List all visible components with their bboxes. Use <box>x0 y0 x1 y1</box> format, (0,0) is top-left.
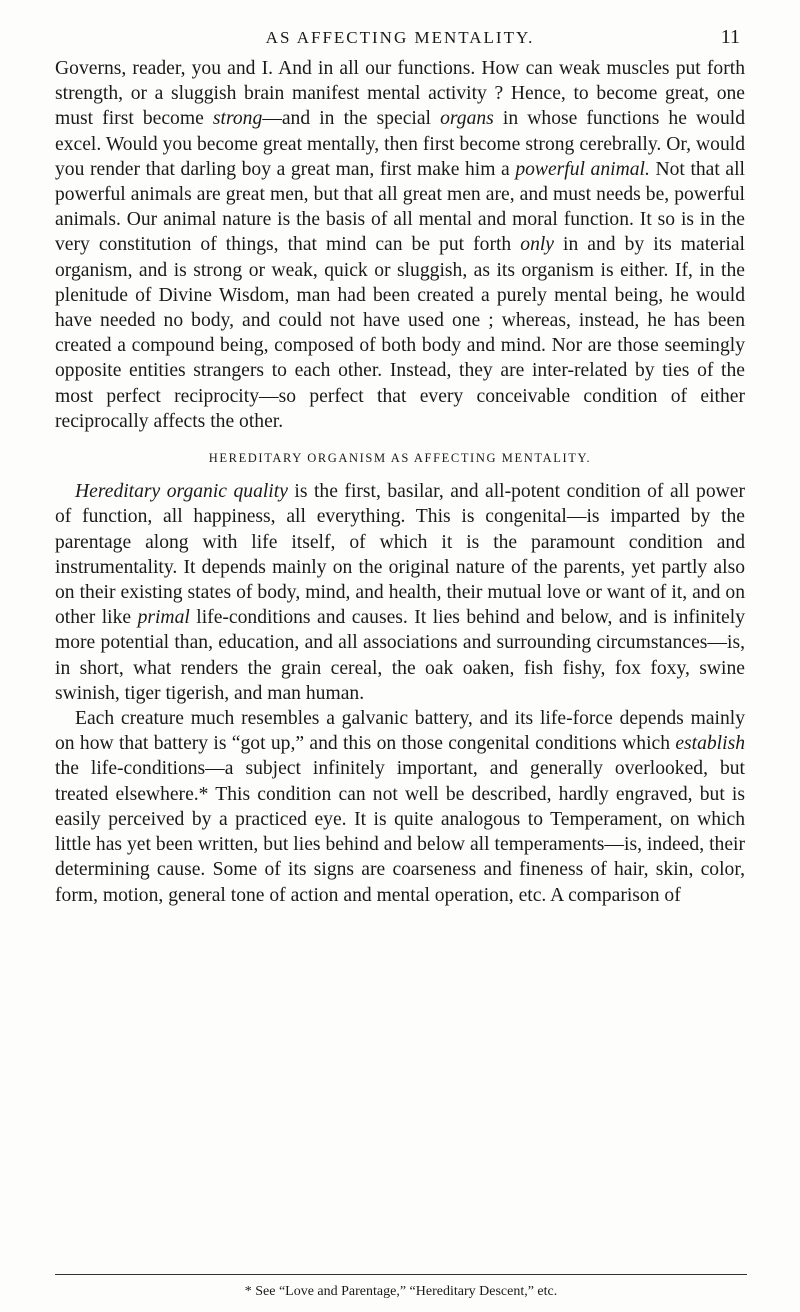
emphasis-text: organs <box>440 108 494 130</box>
paragraph-governs <box>55 56 745 434</box>
emphasis-text: strong <box>212 108 263 130</box>
emphasis-text: powerful animal. <box>515 158 650 180</box>
paragraph-text: in whose functions he would excel. Would you become great mentally, then first become strong cerebrally. Or, would you render that darling boy a great man, first make him a <box>55 108 745 180</box>
footnote: * See “Love and Parentage,” “Hereditary Descent,” etc. <box>244 1284 558 1299</box>
page-number: 11 <box>720 26 740 48</box>
emphasis-text: only <box>520 234 554 256</box>
paragraph-text: Each creature much resembles a galvanic battery, and its life-force depends mainly on how that battery is “got up,” and this on those congenital conditions which <box>55 708 745 755</box>
paragraph-text: is the first, basilar, and all-potent condition of all power of function, all happiness, all everything. This is congenital—is imparted by the parentage along with life itself, of which it is the paramount condition and instrumentality. It depends mainly on the original nature of the parents, yet partly also on their existing states of body, mind, and health, their mutual love or want of it, and on other like <box>55 481 745 629</box>
emphasis-text: primal <box>137 607 190 629</box>
running-title: AS AFFECTING MENTALITY. <box>265 28 535 47</box>
running-head <box>60 22 740 52</box>
paragraph-text: the life-conditions—a subject infinitely important, and generally overlooked, but treated elsewhere.* This condition can not well be described, hardly engraved, but is easily perceived by a practiced eye. It is quite analogous to Temperament, on which little has yet been written, but lies behind and below all temperaments—is, indeed, their determining cause. Some of its signs are coarseness and fineness of hair, skin, color, form, motion, general tone of action and mental operation, etc. A comparison of <box>55 758 745 906</box>
emphasis-text: establish <box>675 733 745 755</box>
paragraph-text: Not that all powerful animals are great men, but that all great men are, and must needs be, powerful animals. Our animal nature is the basis of all mental and moral function. It so is in the very constitution of things, that mind can be put forth <box>55 158 745 256</box>
section-heading: HEREDITARY ORGANISM AS AFFECTING MENTALITY. <box>208 451 592 466</box>
footnote-divider <box>55 1274 747 1275</box>
paragraph-text: life-conditions and causes. It lies behind and below, and is infinitely more potential than, education, and all associations and surrounding circumstances—is, in short, what renders the grain cereal, the oak oaken, fish fishy, fox foxy, swine swinish, tiger tigerish, and man human. <box>55 607 745 704</box>
paragraph-text: in and by its material organism, and is strong or weak, quick or sluggish, as its organism is either. If, in the plenitude of Divine Wisdom, man had been created a purely mental being, he would have needed no body, and could not have used one ; whereas, instead, he has been created a compound being, composed of both body and mind. Nor are those seemingly opposite entities strangers to each other. Instead, they are inter-related by ties of the most perfect reciprocity—so perfect that every conceivable condition of either reciprocally affects the other. <box>55 234 745 432</box>
paragraph-text: —and in the special <box>262 108 441 130</box>
paragraph-text: Governs, reader, you and I. And in all our functions. How can weak muscles put forth strength, or a sluggish brain manifest mental activity ? Hence, to become great, one must first become <box>55 58 745 130</box>
paragraph-hereditary-quality <box>55 479 745 706</box>
body-text <box>55 56 745 908</box>
emphasis-text: Hereditary organic quality <box>75 481 288 503</box>
paragraph-galvanic-battery <box>55 706 745 908</box>
